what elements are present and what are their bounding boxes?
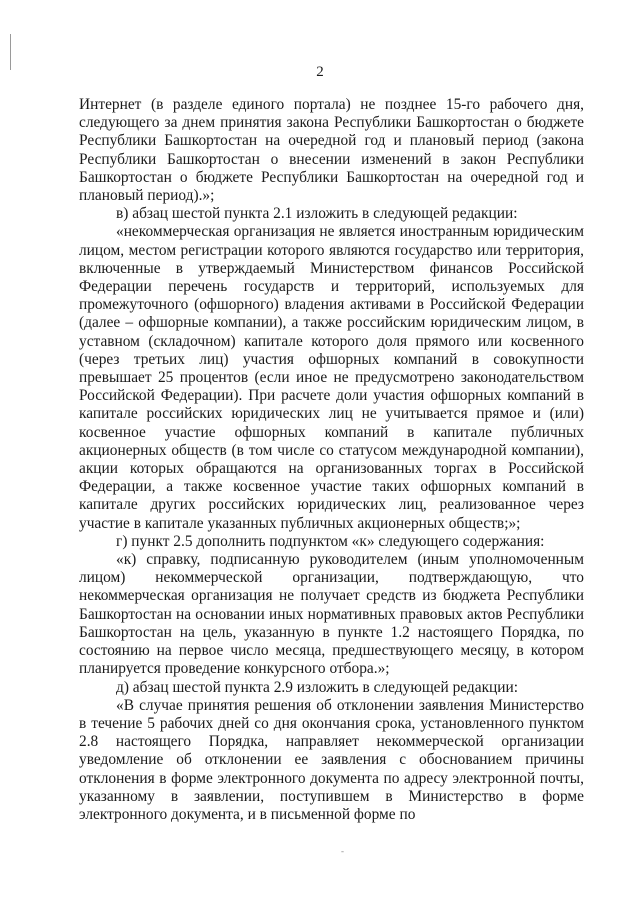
paragraph-amendment-g: г) пункт 2.5 дополнить подпунктом «к» следующего содержания: (116, 532, 545, 550)
page-number: 2 (316, 64, 324, 80)
paragraph-subclause-k: «к) справку, подписанную руководителем (иным уполномоченным лицом) некоммерческой организации, подтверждающую, что некоммерческая организация не получает средств из бюджета Республики Башкортостан на основании иных нормативных правовых актов Республики Башкортостан на цель, указанную в пункте 1.2 настоящего Порядка, по состоянию на первое число месяца, предшествующего месяцу, в котором планируется проведение конкурсного отбора.»; (79, 551, 584, 678)
paragraph-continuation: Интернет (в разделе единого портала) не позднее 15-го рабочего дня, следующего за днем принятия закона Республики Башкортостан о бюджете Республики Башкортостан на очередной год и плановый период (закона Республики Башкортостан о внесении изменений в закон Республики Башкортостан о бюджете Республики Башкортостан на очередной год и плановый период).»; (79, 96, 584, 205)
document-body (79, 96, 584, 824)
footer-mark: - (341, 846, 344, 856)
paragraph-amendment-d: д) абзац шестой пункта 2.9 изложить в следующей редакции: (116, 678, 519, 696)
paragraph-offshore-clause: «некоммерческая организация не является иностранным юридическим лицом, местом регистрации которого являются государство или территория, включенные в утверждаемый Министерством финансов Российской Федерации перечень государств и территорий, используемых для промежуточного (офшорного) владения активами в Российской Федерации (далее – офшорные компании), а также российским юридическим лицом, в уставном (складочном) капитале которого доля прямого или косвенного (через третьих лиц) участия офшорных компаний в совокупности превышает 25 процентов (если иное не предусмотрено законодательством Российской Федерации). При расчете доли участия офшорных компаний в капитале российских юридических лиц не учитывается прямое и (или) косвенное участие офшорных компаний в капитале публичных акционерных обществ (в том числе со статусом международной компании), акции которых обращаются на организованных торгах в Российской Федерации, а также косвенное участие таких офшорных компаний в капитале других российских юридических лиц, реализованное через участие в капитале указанных публичных акционерных обществ;»; (79, 223, 584, 532)
paragraph-amendment-v: в) абзац шестой пункта 2.1 изложить в следующей редакции: (116, 205, 518, 223)
paragraph-rejection-clause: «В случае принятия решения об отклонении заявления Министерство в течение 5 рабочих дней со дня окончания срока, установленного пунктом 2.8 настоящего Порядка, направляет некоммерческой организации уведомление об отклонении ее заявления с обоснованием причины отклонения в форме электронного документа по адресу электронной почты, указанному в заявлении, поступившем в Министерство в форме электронного документа, и в письменной форме по (79, 696, 584, 823)
